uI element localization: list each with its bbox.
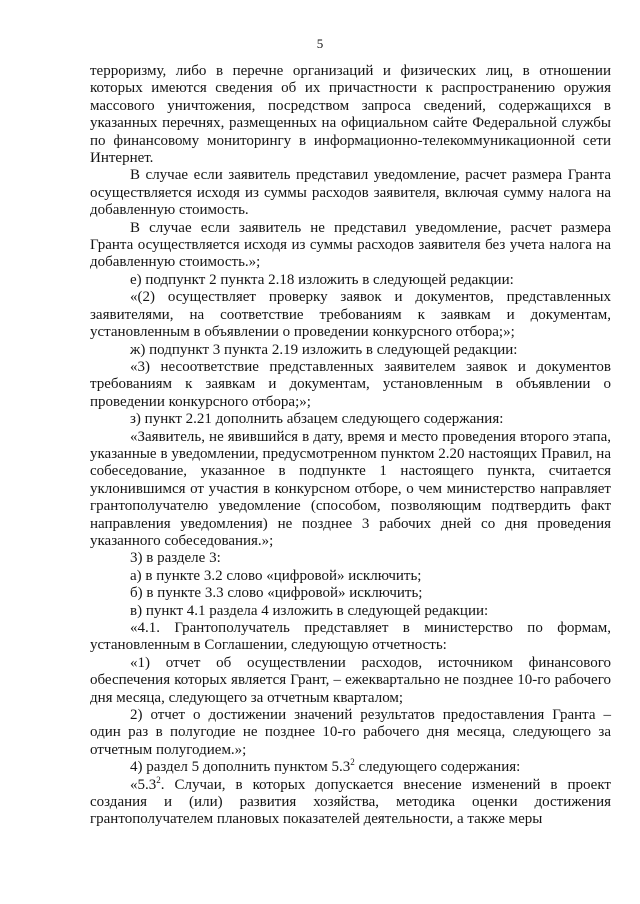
paragraph: «1) отчет об осуществлении расходов, источником финансового обеспечения которых является Грант, – ежеквартально не позднее 10-го рабочего дня месяца, следующего за отчетным кварталом; (90, 654, 611, 706)
paragraph-text: «5.3 (130, 776, 157, 793)
document-body (90, 63, 611, 829)
paragraph (90, 774, 611, 829)
paragraph: ж) подпункт 3 пункта 2.19 изложить в следующей редакции: (130, 341, 518, 358)
paragraph: В случае если заявитель не представил уведомление, расчет размера Гранта осуществляется исходя из суммы расходов заявителя без учета налога на добавленную стоимость.»; (90, 219, 611, 271)
superscript: 2 (350, 757, 355, 768)
paragraph: «Заявитель, не явившийся в дату, время и место проведения второго этапа, указанные в уведомлении, предусмотренном пунктом 2.20 настоящих Правил, на собеседование, указанное в подпункте 1 настоящего пункта, считается уклонившимся от участия в конкурсном отборе, о чем министерство направляет грантополучателю уведомление (способом, позволяющим подтвердить факт направления уведомления) не позднее 3 рабочих дней со дня проведения указанного собеседования.»; (90, 428, 611, 549)
paragraph: б) в пункте 3.3 слово «цифровой» исключить; (130, 585, 423, 602)
paragraph: 2) отчет о достижении значений результатов предоставления Гранта – один раз в полугодие не позднее 10-го рабочего дня месяца, следующего за отчетным полугодием.»; (90, 707, 611, 758)
paragraph (90, 759, 611, 776)
paragraph: а) в пункте 3.2 слово «цифровой» исключить; (130, 567, 422, 584)
paragraph: «3) несоответствие представленных заявителем заявок и документов требованиям к заявкам и документам, установленным в объявлении о проведении конкурсного отбора;»; (90, 358, 611, 410)
paragraph-text: следующего содержания: (354, 759, 521, 776)
paragraph-text: . Случаи, в которых допускается внесение изменений в проект создания и (или) развития хозяйства, методика оценки достижения грантополучателем плановых показателей деятельности, а также меры (90, 776, 611, 828)
paragraph: з) пункт 2.21 дополнить абзацем следующего содержания: (130, 411, 504, 428)
paragraph: 3) в разделе 3: (130, 550, 221, 567)
paragraph: в) пункт 4.1 раздела 4 изложить в следующей редакции: (130, 602, 489, 619)
paragraph: В случае если заявитель представил уведомление, расчет размера Гранта осуществляется исходя из суммы расходов заявителя, включая сумму налога на добавленную стоимость. (90, 167, 611, 219)
paragraph: терроризму, либо в перечне организаций и физических лиц, в отношении которых имеются сведения об их причастности к распространению оружия массового уничтожения, посредством запроса сведений, содержащихся в указанных перечнях, размещенных на официальном сайте Федеральной службы по финансовому мониторингу в информационно-телекоммуникационной сети Интернет. (90, 63, 611, 167)
superscript: 2 (156, 774, 161, 785)
page-number: 5 (316, 36, 324, 51)
paragraph: «(2) осуществляет проверку заявок и документов, представленных заявителями, на соответствие требованиям к заявкам и документам, установленным в объявлении о проведении конкурсного отбора;»; (90, 289, 611, 341)
paragraph: е) подпункт 2 пункта 2.18 изложить в следующей редакции: (130, 271, 514, 288)
paragraph: «4.1. Грантополучатель представляет в министерство по формам, установленным в Соглашении, следующую отчетность: (90, 620, 611, 654)
paragraph-text: 4) раздел 5 дополнить пунктом 5.3 (130, 759, 351, 776)
